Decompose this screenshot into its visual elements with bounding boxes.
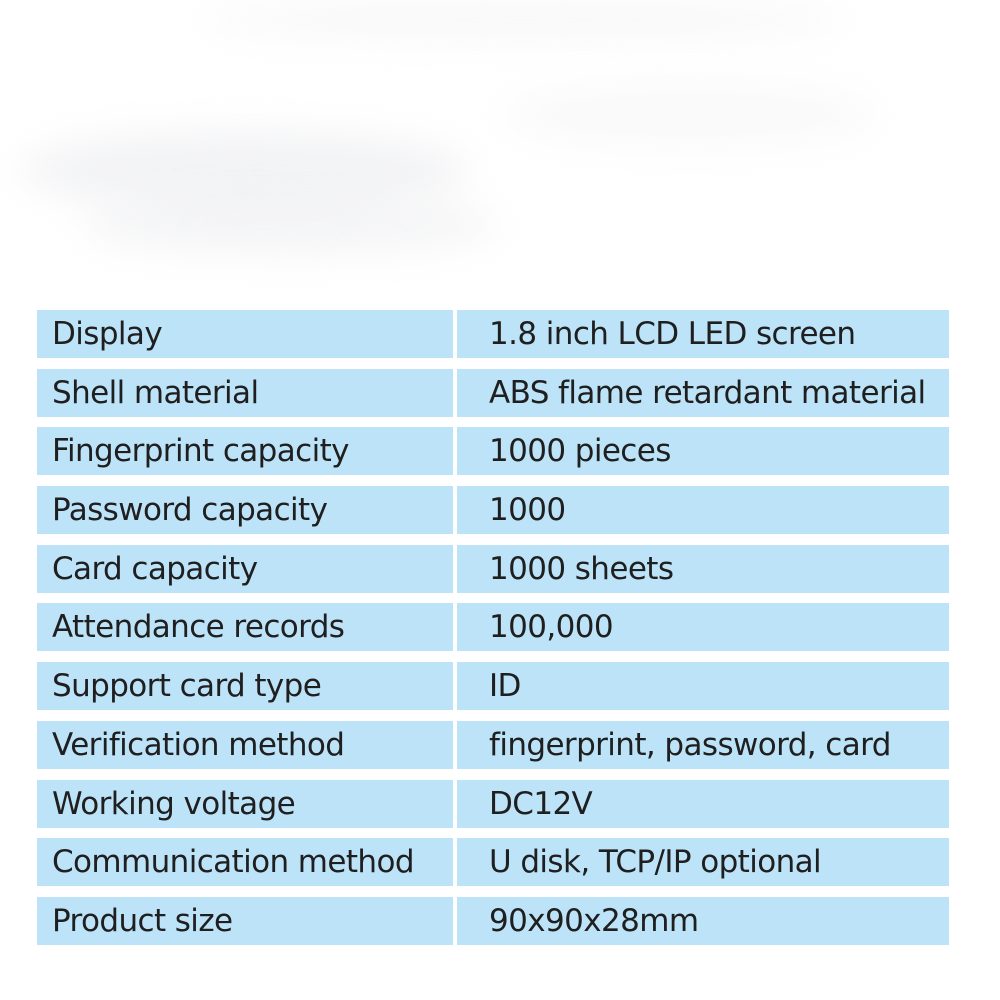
spec-value: 90x90x28mm	[457, 897, 949, 945]
spec-row-shell-material	[37, 369, 949, 417]
spec-label: Support card type	[37, 662, 453, 710]
spec-value: 100,000	[457, 603, 949, 651]
background-blur-shape	[200, 0, 850, 40]
spec-row-verification-method	[37, 721, 949, 769]
spec-value: 1000 sheets	[457, 545, 949, 593]
spec-row-product-size	[37, 897, 949, 945]
spec-label: Display	[37, 310, 453, 358]
spec-row-card-capacity	[37, 545, 949, 593]
spec-label: Password capacity	[37, 486, 453, 534]
spec-label: Product size	[37, 897, 453, 945]
spec-label: Verification method	[37, 721, 453, 769]
spec-value: 1000	[457, 486, 949, 534]
spec-row-attendance-records	[37, 603, 949, 651]
spec-row-fingerprint-capacity	[37, 427, 949, 475]
spec-label: Shell material	[37, 369, 453, 417]
spec-label: Fingerprint capacity	[37, 427, 453, 475]
spec-value: ABS flame retardant material	[457, 369, 949, 417]
spec-value: U disk, TCP/IP optional	[457, 838, 949, 886]
spec-value: fingerprint, password, card	[457, 721, 949, 769]
spec-label: Card capacity	[37, 545, 453, 593]
spec-row-password-capacity	[37, 486, 949, 534]
spec-value: ID	[457, 662, 949, 710]
spec-label: Communication method	[37, 838, 453, 886]
spec-value: DC12V	[457, 780, 949, 828]
spec-label: Working voltage	[37, 780, 453, 828]
spec-row-working-voltage	[37, 780, 949, 828]
blurred-background-area	[0, 0, 1000, 290]
spec-table	[37, 310, 949, 945]
spec-value: 1.8 inch LCD LED screen	[457, 310, 949, 358]
spec-row-support-card-type	[37, 662, 949, 710]
background-blur-shape	[80, 195, 500, 255]
spec-value: 1000 pieces	[457, 427, 949, 475]
spec-row-communication-method	[37, 838, 949, 886]
background-blur-shape	[500, 80, 880, 150]
spec-label: Attendance records	[37, 603, 453, 651]
spec-row-display	[37, 310, 949, 358]
